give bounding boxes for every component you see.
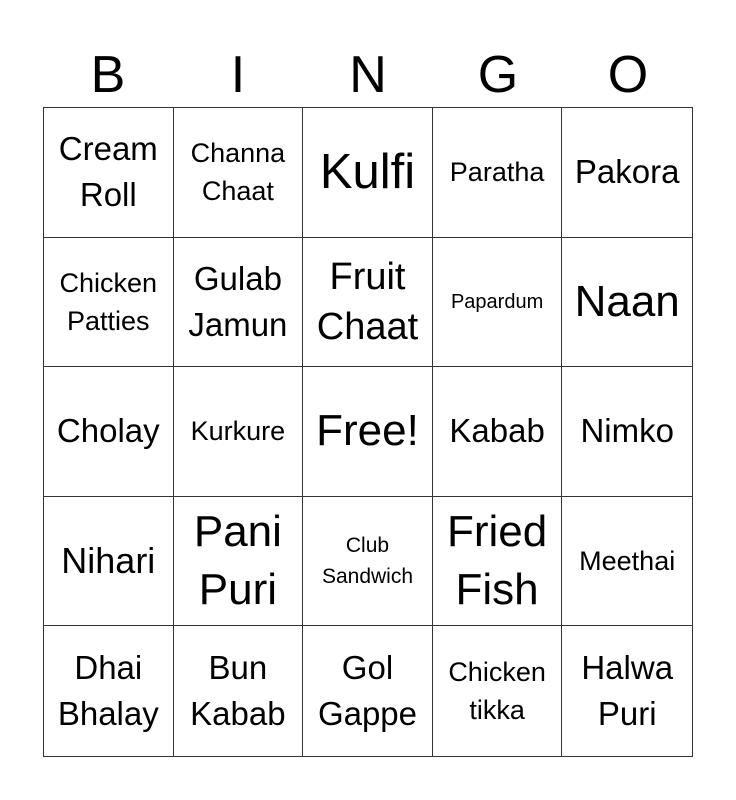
cell-text: Naan — [574, 276, 680, 326]
cell-text: Paratha — [449, 157, 545, 188]
cell-text: Club Sandwich — [321, 534, 414, 589]
bingo-cell free-space[interactable] — [303, 367, 433, 497]
bingo-cell[interactable] — [562, 108, 692, 238]
cell-text: Meethai — [579, 546, 676, 577]
bingo-cell[interactable] — [174, 626, 304, 756]
bingo-cell[interactable] — [562, 238, 692, 368]
bingo-cell[interactable] — [303, 238, 433, 368]
cell-text: Fried Fish — [446, 507, 548, 615]
bingo-cell[interactable] — [303, 497, 433, 627]
header-letter-g: G — [477, 46, 519, 104]
header-letter-i: I — [230, 46, 246, 104]
cell-text: Papardum — [450, 290, 544, 313]
bingo-cell[interactable] — [433, 108, 563, 238]
cell-text: Dhai Bhalay — [57, 649, 159, 733]
cell-text: Bun Kabab — [190, 649, 286, 733]
bingo-header — [43, 44, 693, 106]
bingo-cell[interactable] — [44, 108, 174, 238]
bingo-cell[interactable] — [44, 626, 174, 756]
bingo-cell[interactable] — [174, 497, 304, 627]
bingo-board — [43, 107, 693, 757]
cell-text: Pakora — [574, 153, 680, 191]
cell-text: Channa Chaat — [190, 138, 286, 207]
cell-text: Cream Roll — [58, 130, 158, 214]
header-letter-b: B — [90, 46, 126, 104]
bingo-cell[interactable] — [174, 238, 304, 368]
bingo-cell[interactable] — [44, 367, 174, 497]
cell-text: Nimko — [580, 412, 674, 450]
cell-text: Gol Gappe — [317, 649, 418, 733]
cell-text: Gulab Jamun — [188, 259, 288, 343]
cell-text: Chicken Patties — [59, 267, 158, 336]
cell-text: Kurkure — [190, 416, 286, 447]
bingo-cell[interactable] — [303, 626, 433, 756]
bingo-cell[interactable] — [433, 367, 563, 497]
cell-text: Kulfi — [319, 145, 416, 200]
bingo-cell[interactable] — [433, 626, 563, 756]
bingo-cell[interactable] — [174, 108, 304, 238]
cell-text: Nihari — [61, 540, 156, 582]
cell-text: Fruit Chaat — [316, 255, 419, 348]
bingo-cell[interactable] — [44, 497, 174, 627]
bingo-cell[interactable] — [433, 238, 563, 368]
cell-text: Pani Puri — [193, 507, 282, 615]
cell-text: Free! — [316, 406, 419, 456]
cell-text: Halwa Puri — [581, 649, 674, 733]
bingo-cell[interactable] — [303, 108, 433, 238]
cell-text: Kabab — [449, 412, 545, 450]
cell-text: Cholay — [56, 412, 160, 450]
bingo-cell[interactable] — [433, 497, 563, 627]
cell-text: Chicken tikka — [448, 657, 546, 726]
bingo-cell[interactable] — [174, 367, 304, 497]
bingo-cell[interactable] — [562, 497, 692, 627]
bingo-cell[interactable] — [44, 238, 174, 368]
header-letter-o: O — [607, 46, 649, 104]
header-letter-n: N — [349, 46, 387, 104]
bingo-cell[interactable] — [562, 626, 692, 756]
bingo-cell[interactable] — [562, 367, 692, 497]
